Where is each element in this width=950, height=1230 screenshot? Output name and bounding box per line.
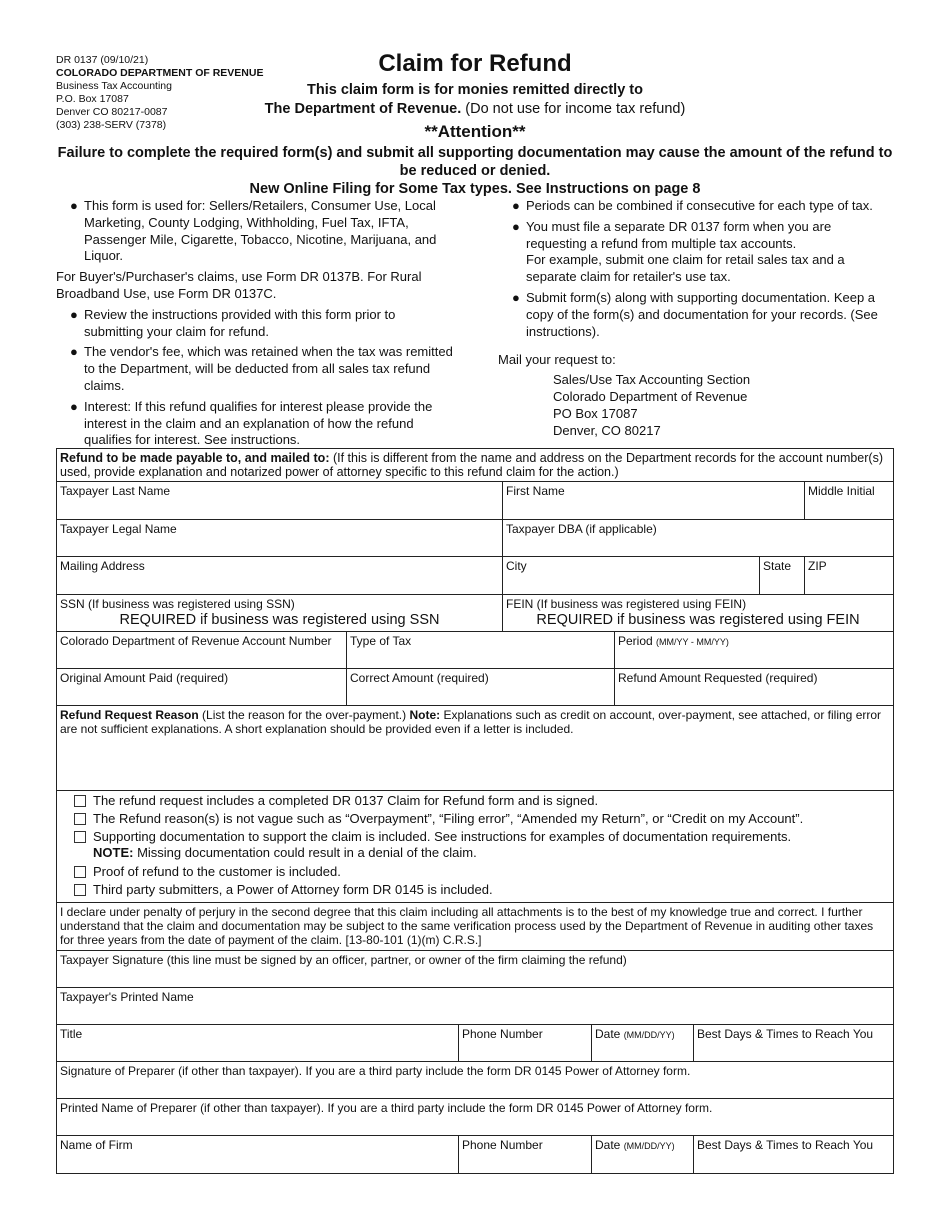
list-item bbox=[56, 198, 456, 265]
subtitle-1: This claim form is for monies remitted directly to bbox=[307, 82, 643, 98]
field-label: Name of Firm bbox=[60, 1138, 133, 1152]
field-label: State bbox=[763, 559, 792, 573]
checklist-checkbox-1[interactable] bbox=[74, 795, 86, 807]
preparer-date-field[interactable] bbox=[591, 1135, 694, 1174]
field-label: Date bbox=[595, 1027, 624, 1041]
city-field[interactable] bbox=[502, 556, 760, 595]
reason-mid: (List the reason for the over-payment.) bbox=[198, 708, 410, 722]
bullet-icon: ● bbox=[512, 198, 520, 213]
checklist-item-3 bbox=[93, 829, 883, 861]
reason-rest: Explanations such as credit on account, over-payment, see attached, or filing error are not sufficient explanations. A short explanation should be provided even if a letter is included. bbox=[60, 708, 882, 736]
taxpayer-signature-field[interactable] bbox=[56, 950, 894, 988]
ssn-required-note: REQUIRED if business was registered using SSN bbox=[119, 612, 440, 628]
account-number-field[interactable] bbox=[56, 631, 347, 669]
attention-heading: **Attention** bbox=[424, 122, 526, 141]
list-item bbox=[56, 399, 456, 449]
bullet-text: Periods can be combined if consecutive for each type of tax. bbox=[526, 198, 873, 213]
phone-number-field[interactable] bbox=[458, 1024, 592, 1062]
taxpayer-dba-field[interactable] bbox=[502, 519, 894, 557]
field-label: Refund Amount Requested (required) bbox=[618, 671, 818, 685]
ssn-field[interactable] bbox=[56, 594, 503, 632]
mailing-address-field[interactable] bbox=[56, 556, 503, 595]
bullet-icon: ● bbox=[70, 198, 78, 213]
firm-name-field[interactable] bbox=[56, 1135, 459, 1174]
middle-initial-field[interactable] bbox=[804, 481, 894, 520]
field-label: Taxpayer Legal Name bbox=[60, 522, 177, 536]
field-label: Taxpayer DBA (if applicable) bbox=[506, 522, 657, 536]
reason-note-bold: Note: bbox=[409, 708, 441, 722]
intro-left-column bbox=[56, 198, 456, 453]
best-times-field[interactable] bbox=[693, 1024, 894, 1062]
refund-reason-field[interactable] bbox=[56, 705, 894, 791]
state-field[interactable] bbox=[759, 556, 805, 595]
payable-to-instructions bbox=[56, 448, 894, 482]
field-label: Colorado Department of Revenue Account Number bbox=[60, 634, 332, 648]
correct-amount-field[interactable] bbox=[346, 668, 615, 706]
field-label: Best Days & Times to Reach You bbox=[697, 1138, 874, 1152]
field-label: Type of Tax bbox=[350, 634, 412, 648]
perjury-declaration: I declare under penalty of perjury in the second degree that this claim including all attachments is to the best of my knowledge true and correct. I further understand that the claim and documentation may be subject to the same verification process used by the Department of Revenue in auditing other taxes for three years from the date of payment of the claim. [13-80-101 (1)(m) C.R.S.] bbox=[56, 902, 894, 951]
preparer-best-times-field[interactable] bbox=[693, 1135, 894, 1174]
bullet-icon: ● bbox=[512, 218, 520, 234]
list-item bbox=[498, 198, 894, 215]
field-label: Date bbox=[595, 1138, 624, 1152]
field-label: FEIN (If business was registered using FEIN) bbox=[506, 597, 747, 611]
field-label-hint: (MM/DD/YY) bbox=[623, 1141, 675, 1151]
taxpayer-legal-name-field[interactable] bbox=[56, 519, 503, 557]
field-label: Middle Initial bbox=[808, 484, 875, 498]
bullet-text-example: For example, submit one claim for retail sales tax and a separate claim for retailer's use tax. bbox=[526, 252, 845, 285]
online-filing-notice: New Online Filing for Some Tax types. See Instructions on page 8 bbox=[249, 181, 701, 197]
field-label: Phone Number bbox=[462, 1138, 543, 1152]
title-field[interactable] bbox=[56, 1024, 459, 1062]
fein-required-note: REQUIRED if business was registered using FEIN bbox=[536, 612, 860, 628]
form-id: DR 0137 (09/10/21) bbox=[56, 54, 149, 66]
payable-rest: (If this is different from the name and address on the Department records for the account number(s) used, provide explanation and notarized power of attorney specific to this refund claim for the action.) bbox=[60, 451, 883, 479]
bullet-text: Review the instructions provided with this form prior to submitting your claim for refund. bbox=[84, 306, 396, 339]
preparer-printed-name-field[interactable] bbox=[56, 1098, 894, 1136]
field-label: Original Amount Paid (required) bbox=[60, 671, 229, 685]
period-field[interactable] bbox=[614, 631, 894, 669]
intro-right-column bbox=[498, 198, 894, 439]
mail-label: Mail your request to: bbox=[498, 352, 616, 368]
field-label: Best Days & Times to Reach You bbox=[697, 1027, 874, 1041]
field-label: Signature of Preparer (if other than taxpayer). If you are a third party include the form DR 0145 Power of Attorney form. bbox=[60, 1064, 691, 1078]
form-title: Claim for Refund bbox=[378, 50, 572, 77]
first-name-field[interactable] bbox=[502, 481, 805, 520]
checklist-checkbox-4[interactable] bbox=[74, 866, 86, 878]
payable-bold: Refund to be made payable to, and mailed to: bbox=[60, 451, 330, 465]
field-label: SSN (If business was registered using SSN) bbox=[60, 597, 295, 611]
original-amount-field[interactable] bbox=[56, 668, 347, 706]
department-name: COLORADO DEPARTMENT OF REVENUE bbox=[56, 67, 264, 79]
list-item bbox=[498, 219, 894, 286]
field-label: Title bbox=[60, 1027, 83, 1041]
date-field[interactable] bbox=[591, 1024, 694, 1062]
subtitle-2-rest: (Do not use for income tax refund) bbox=[461, 101, 686, 117]
mailing-address-block bbox=[553, 371, 894, 439]
bullet-icon: ● bbox=[512, 289, 520, 305]
subtitle-2 bbox=[0, 101, 950, 117]
mail-line-3: PO Box 17087 bbox=[553, 406, 638, 422]
bullet-text: You must file a separate DR 0137 form when you are requesting a refund from multiple tax accounts. bbox=[526, 218, 832, 251]
item-3-note-bold: NOTE: bbox=[93, 845, 134, 860]
field-label-hint: (MM/DD/YY) bbox=[623, 1030, 675, 1040]
city-line: Denver CO 80217-0087 bbox=[56, 106, 168, 118]
taxpayer-last-name-field[interactable] bbox=[56, 481, 503, 520]
mail-line-4: Denver, CO 80217 bbox=[553, 423, 661, 439]
refund-amount-field[interactable] bbox=[614, 668, 894, 706]
field-label: Taxpayer Last Name bbox=[60, 484, 171, 498]
field-label-hint: (MM/YY - MM/YY) bbox=[656, 637, 729, 647]
checklist-checkbox-5[interactable] bbox=[74, 884, 86, 896]
field-label: ZIP bbox=[808, 559, 827, 573]
item-3-note-rest: Missing documentation could result in a denial of the claim. bbox=[133, 845, 477, 860]
subtitle-2-bold: The Department of Revenue. bbox=[264, 101, 462, 117]
checklist-item-2: The Refund reason(s) is not vague such as “Overpayment”, “Filing error”, “Amended my Return”, or “Credit on my Account”. bbox=[93, 811, 804, 826]
bullet-text: Interest: If this refund qualifies for interest please provide the interest in the claim and an explanation of how the refund qualifies for interest. See instructions. bbox=[84, 398, 433, 448]
field-label: Mailing Address bbox=[60, 559, 145, 573]
mail-line-2: Colorado Department of Revenue bbox=[553, 389, 748, 405]
preparer-phone-field[interactable] bbox=[458, 1135, 592, 1174]
taxpayer-printed-name-field[interactable] bbox=[56, 987, 894, 1025]
bullet-text: The vendor's fee, which was retained when the tax was remitted to the Department, will be deducted from all sales tax refund claims. bbox=[84, 344, 453, 393]
field-label: City bbox=[506, 559, 527, 573]
field-label: Period bbox=[618, 634, 657, 648]
po-box: P.O. Box 17087 bbox=[56, 93, 129, 105]
field-label: Printed Name of Preparer (if other than taxpayer). If you are a third party include the form DR 0145 Power of Attorney form. bbox=[60, 1101, 713, 1115]
field-label: First Name bbox=[506, 484, 565, 498]
list-item bbox=[56, 344, 456, 394]
warning-text: Failure to complete the required form(s) and submit all supporting documentation may cause the amount of the refund to be reduced or denied. bbox=[57, 145, 893, 179]
checklist-checkbox-2[interactable] bbox=[74, 813, 86, 825]
field-label: Phone Number bbox=[462, 1027, 543, 1041]
list-item bbox=[498, 290, 894, 340]
list-item bbox=[56, 307, 456, 341]
field-label: Correct Amount (required) bbox=[350, 671, 489, 685]
checklist-item-1: The refund request includes a completed DR 0137 Claim for Refund form and is signed. bbox=[93, 793, 599, 808]
bullet-text: This form is used for: Sellers/Retailers, Consumer Use, Local Marketing, County Lodging, Withholding, Fuel Tax, IFTA, Passenger Mile, Cigarette, Tobacco, Nicotine, Marijuana, and Liquor. bbox=[84, 198, 437, 264]
preparer-signature-field[interactable] bbox=[56, 1061, 894, 1099]
field-label: Taxpayer's Printed Name bbox=[60, 990, 194, 1004]
bullet-icon: ● bbox=[70, 398, 78, 414]
checklist-checkbox-3[interactable] bbox=[74, 831, 86, 843]
zip-field[interactable] bbox=[804, 556, 894, 595]
item-3-text: Supporting documentation to support the claim is included. See instructions for examples of documentation requirements. bbox=[93, 829, 792, 844]
reason-bold: Refund Request Reason bbox=[60, 708, 199, 722]
buyer-claims-note: For Buyer's/Purchaser's claims, use Form DR 0137B. For Rural Broadband Use, use Form DR 0137C. bbox=[56, 269, 422, 301]
phone-number: (303) 238-SERV (7378) bbox=[56, 119, 167, 131]
division-name: Business Tax Accounting bbox=[56, 80, 172, 92]
bullet-text: Submit form(s) along with supporting documentation. Keep a copy of the form(s) and documentation for your records. (See instructions). bbox=[526, 289, 878, 339]
checklist-item-4: Proof of refund to the customer is included. bbox=[93, 864, 341, 879]
checklist-item-5: Third party submitters, a Power of Attorney form DR 0145 is included. bbox=[93, 882, 493, 897]
fein-field[interactable] bbox=[502, 594, 894, 632]
bullet-icon: ● bbox=[70, 306, 78, 322]
type-of-tax-field[interactable] bbox=[346, 631, 615, 669]
field-label: Taxpayer Signature (this line must be signed by an officer, partner, or owner of the firm claiming the refund) bbox=[60, 953, 627, 967]
mail-line-1: Sales/Use Tax Accounting Section bbox=[553, 372, 751, 388]
bullet-icon: ● bbox=[70, 344, 78, 360]
